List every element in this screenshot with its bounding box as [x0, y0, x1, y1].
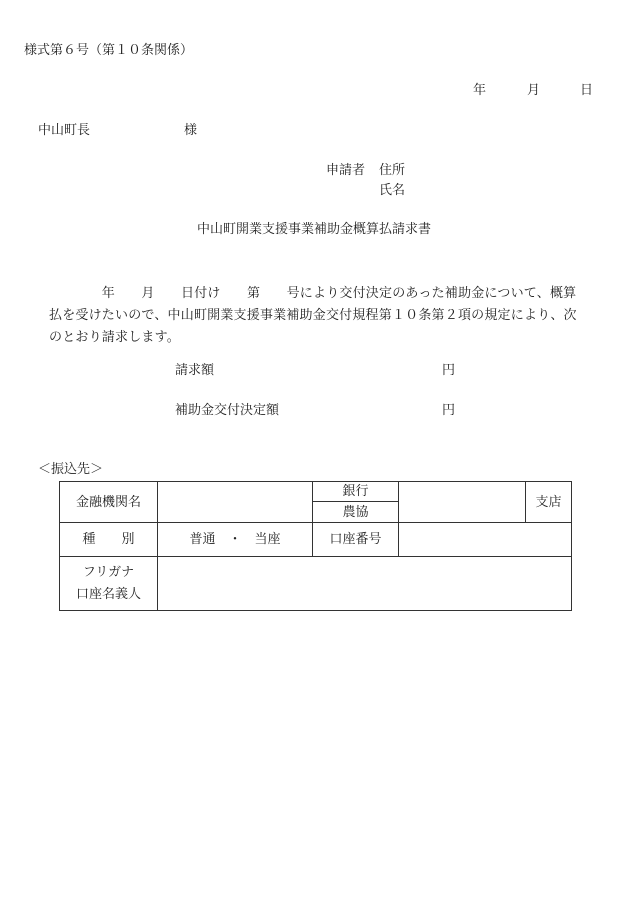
branch-label: 支店 [526, 482, 572, 523]
account-holder-label: 口座名義人 [75, 586, 141, 602]
bank-label: 銀行 [313, 482, 399, 502]
request-amount-label: 請求額 [175, 363, 215, 378]
institution-name-label: 金融機関名 [60, 482, 158, 523]
address-label: 住所 [379, 163, 406, 178]
account-type-label: 種 別 [60, 523, 158, 557]
bank-section-label: ＜振込先＞ [38, 462, 104, 477]
bank-transfer-table [59, 481, 572, 611]
addressee-name: 中山町長 [38, 123, 91, 138]
addressee-honorific: 様 [184, 123, 198, 138]
date-year-label: 年 [473, 83, 487, 98]
document-title: 中山町開業支援事業補助金概算払請求書 [197, 222, 432, 237]
furigana-label: フリガナ [82, 564, 135, 580]
account-number-label: 口座番号 [313, 523, 399, 557]
account-number-field[interactable] [399, 523, 572, 557]
form-id: 様式第６号（第１０条関係） [24, 43, 194, 58]
request-amount-unit: 円 [442, 363, 456, 378]
date-line [0, 84, 630, 98]
applicant-label: 申請者 [326, 163, 366, 178]
coop-label: 農協 [313, 502, 399, 523]
decided-amount-unit: 円 [442, 403, 456, 418]
date-month-label: 月 [527, 83, 541, 98]
request-body-text: 年 月 日付け 第 号により交付決定のあった補助金について、概算払を受けたいので、中山町開業支援事業補助金交付規程第１０条第２項の規定により、次のとおり請求します。 [49, 286, 577, 345]
date-day-label: 日 [580, 83, 594, 98]
decided-amount-label: 補助金交付決定額 [175, 403, 280, 418]
branch-name-field[interactable] [399, 482, 526, 523]
account-type-options[interactable]: 普通 ・ 当座 [158, 523, 313, 557]
institution-name-field[interactable] [158, 482, 313, 523]
account-holder-label-cell [60, 557, 158, 611]
account-holder-field[interactable] [158, 557, 572, 611]
name-label: 氏名 [379, 183, 406, 198]
